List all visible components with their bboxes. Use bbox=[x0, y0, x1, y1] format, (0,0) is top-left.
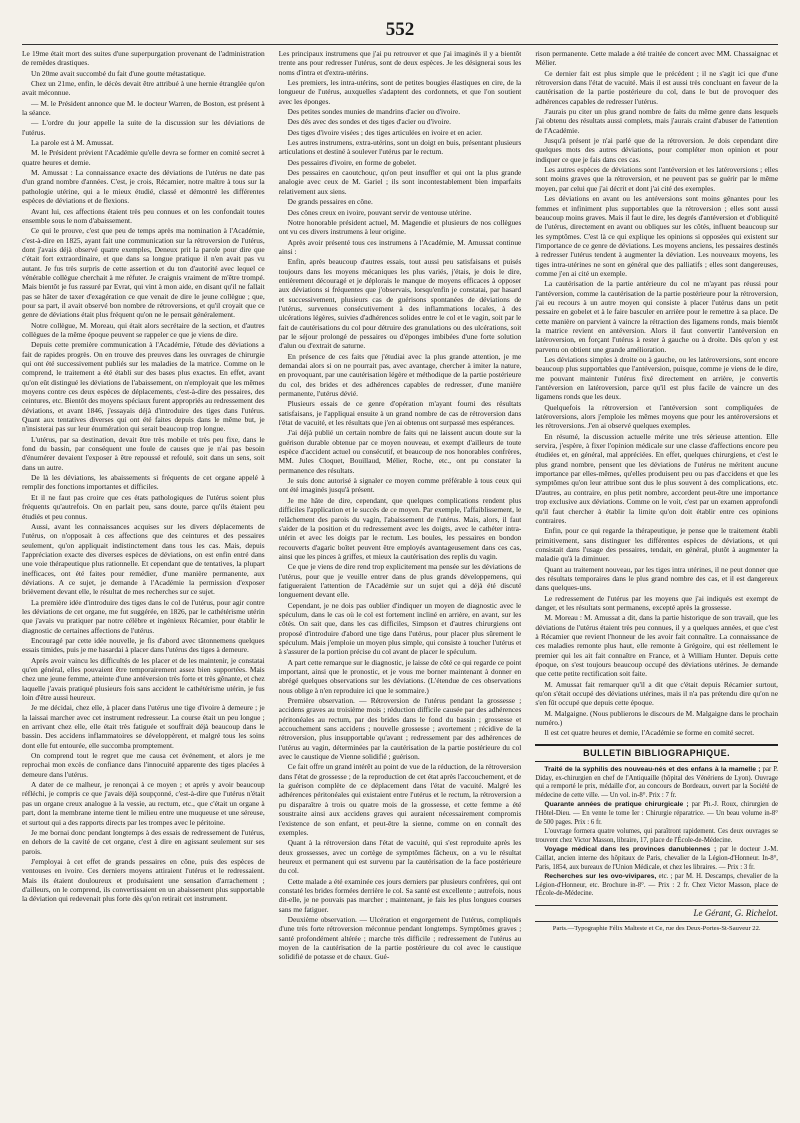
paragraph: Les premiers, les intra-utérins, sont de petites bougies élastiques en cire, de la longueur de l'utérus, auxquelles s'adaptent des cordonnets, et que l'on soutient avec les éponges. bbox=[278, 78, 522, 106]
paragraph: De là les déviations, les abaissements si fréquents de cet organe appelé à remplir des fonctions importantes et difficiles. bbox=[22, 473, 265, 492]
paragraph: Quant au traitement nouveau, par les tiges intra utérines, il ne peut donner que des résultats temporaires dans le plus grand nombre des cas, et il est dangereux dans quelques-uns. bbox=[535, 564, 779, 593]
paragraph: Je me décidai, chez elle, à placer dans l'utérus une tige d'ivoire à demeure ; je la laissai marcher avec cet instrument redresseur. La course était un peu longue ; en arrivant chez elle, elle était très fatiguée et souffrait déjà beaucoup dans le bassin. Des accidens inflammatoires se développèrent, et malgré tous les soins dont elle fut entourée, elle succomba promptement. bbox=[22, 703, 265, 750]
paragraph: Le 19me était mort des suites d'une superpurgation provenant de l'administration de remèdes drastiques. bbox=[22, 49, 265, 68]
paragraph: Les principaux instrumens que j'ai pu retrouver et que j'ai imaginés il y a bientôt trente ans pour redresser l'utérus, sont de deux espèces. Je les désignerai sous les noms d'intra et d'extra-utérins. bbox=[278, 49, 522, 77]
paragraph: Aussi, avant les connaissances acquises sur les divers déplacements de l'utérus, on n'opposait à ces affections que des ceintures et des pessaires seulement, qu'on appliquait indistinctement dans tous les cas. Mais, depuis l'appréciation exacte des diverses espèces de déviations, on est enfin entré dans une voie thérapeutique plus rationnelle. Et cependant que de tentatives, la plupart inefficaces, ont été faites pour remédier, d'une manière permanente, aux déviations. A ce sujet, je demande à l'Académie la permission d'exposer brièvement devant elle, le résultat de mes recherches sur ce sujet. bbox=[22, 521, 265, 597]
paragraph: Des pessaires d'ivoire, en forme de gobelet. bbox=[287, 157, 417, 167]
paragraph: Notre honorable président actuel, M. Magendie et plusieurs de nos collègues ont vu ces divers instrumens à leur origine. bbox=[278, 217, 522, 237]
paragraph: Plusieurs essais de ce genre d'opération m'ayant fourni des résultats satisfaisans, je l'appliquai ensuite à un grand nombre de cas de rétroversion dans l'état de vacuité, et les résultats que j'en ai obtenus ont surpassé mes espérances. bbox=[278, 399, 522, 428]
paragraph: — M. le Président annonce que M. le docteur Warren, de Boston, est présent à la séance. bbox=[22, 98, 265, 118]
bibliography-entry bbox=[535, 828, 778, 845]
paragraph: M. le Président prévient l'Académie qu'elle devra se former en comité secret à quatre heures et demie. bbox=[22, 148, 265, 167]
paragraph: Avant lui, ces affections étaient très peu connues et on les confondait toutes ensemble sous le nom d'abaissement. bbox=[22, 206, 265, 225]
paragraph: Ce que je viens de dire rend trop explicitement ma pensée sur les déviations de l'utérus, pour que je veuille entrer dans de plus grands développemens, qui fatigueraient l'attention de l'Académie sur un sujet qui a déjà été discuté longuement devant elle. bbox=[278, 562, 522, 600]
bibliography-title: Quarante années de pratique chirurgicale ; bbox=[544, 801, 689, 809]
column-left bbox=[22, 49, 265, 1109]
paragraph: Je me hâte de dire, cependant, que quelques complications rendent plus difficiles l'application et le succès de ce moyen. Par exemple, l'affaiblissement, le relâchement des parois du vagin, l'abaissement de l'utérus. Mais, alors, il faut s'aider de la position et du redressement avec les doigts, avec le cathéter intra-utérin et avec les doigts par le rectum. Les boules, les pessaires en bondon recouverts d'agaric boîtet peuvent être employés avantageusement dans ces cas, ainsi que les pinces à griffes, et mieux la cautérisation des replis du vagin. bbox=[278, 495, 522, 561]
bibliography-entry bbox=[535, 766, 778, 800]
paragraph: Ce qui le prouve, c'est que peu de temps après ma nomination à l'Académie, c'est-à-dire en 1825, ayant fait une communication sur la rétroversion de l'utérus, dont j'avais déjà observé quatre exemples, Deneux prit la parole pour dire que c'était fort extraordinaire, et que dans sa longue pratique il n'en avait pas vu autant. Je fus très surpris de cette assertion et du ton d'autorité avec lequel ce vénérable collègue cherchait à me réfuter. Je craignis vraiment de m'être trompé. Mais bientôt je fus rassuré par Evrat, qui vint à mon aide, en disant qu'il ne fallait pas se hâter de taxer d'exagération ce que venait de dire le jeune collègue ; que, pour sa part, il avait observé bon nombre de rétroversions, et qu'il croyait que ce genre de déviations était plus fréquent qu'on ne le pensait généralement. bbox=[22, 226, 265, 320]
bulletin-heading: BULLETIN BIBLIOGRAPHIQUE. bbox=[535, 744, 778, 762]
paragraph: Des petites sondes munies de mandrins d'acier ou d'ivoire. bbox=[287, 107, 461, 117]
paragraph: Les autres espèces de déviations sont l'antéversion et les latéroversions ; elles sont moins graves que la rétroversion, et ne peuvent pas se guérir par le même moyen, par celui que j'ai décrit et dont j'ai cité des exemples. bbox=[535, 165, 779, 193]
bibliography-title: Voyage médical dans les provinces danubiennes ; bbox=[544, 846, 717, 854]
paragraph: En présence de ces faits que j'étudiai avec la plus grande attention, je me demandai alors si on ne pourrait pas, avec avantage, chercher à imiter la nature, en provoquant, par une cautérisation légère et méthodique de la partie postérieure du col, des brides et des adhérences capables de redresser, d'une manière permanente, l'utérus dévié. bbox=[278, 351, 522, 399]
paragraph: L'utérus, par sa destination, devait être très mobile et très peu fixe, dans le fond du bassin, par conséquent une foule de causes que je n'ai pas besoin d'énumérer devaient l'exposer à être repoussé et refoulé, soit dans un sens, soit dans un autre. bbox=[22, 434, 265, 472]
bibliography-title: Recherches sur les ovo-vivipares, bbox=[544, 873, 657, 881]
paragraph: Des cônes creux en ivoire, pouvant servir de ventouse utérine. bbox=[287, 207, 472, 217]
column-right bbox=[535, 49, 778, 1109]
gerant-signature: Le Gérant, G. Richelot. bbox=[535, 905, 778, 918]
paragraph: M. Amussat : La connaissance exacte des déviations de l'utérus ne date pas d'un grand nombre d'années. C'est, je crois, Récamier, notre maître à tous sur la pathologie utérine, qui a le mieux étudié, classé et démontré les différentes espèces de déviations et de flexions. bbox=[22, 168, 265, 206]
paragraph: J'aurais pu citer un plus grand nombre de faits du même genre dans lesquels j'ai obtenu des résultats aussi complets, mais j'aurais craint d'abuser de l'attention de l'Académie. bbox=[535, 107, 779, 135]
header-rule bbox=[22, 44, 778, 45]
paragraph: Première observation. — Rétroversion de l'utérus pendant la grossesse ; accidens graves au troisième mois ; réduction difficile causée par des adhérences péritonéales au rectum, par des brides dans le fond du bassin ; grossesse et accouchement sans accidens ; nouvelle grossesse ; avortement ; récidive de la rétroversion, plus insupportable qu'avant ; redressement par des adhérences de l'utérus au vagin, déterminées par la cautérisation de la partie postérieure du col avec le caustique de Vienne solidifié ; guérison. bbox=[278, 696, 522, 762]
printer-imprint: Paris.—Typographie Félix Malteste et Ce, rue des Deux-Portes-St-Sauveur 22. bbox=[535, 921, 778, 933]
bibliography-body: etc. ; par M. H. Descamps, chevalier de la Légion-d'Honneur, etc. Brochure in-8°. — Prix : 2 fr. Chez Victor Masson, place de l'École-de-Médecine. bbox=[535, 873, 779, 898]
paragraph: Cependant, je ne dois pas oublier d'indiquer un moyen de diagnostic avec le spéculum, dans le cas où le col est fortement incliné en arrière, en avant, sur les côtés. On sait que, dans les cas difficiles, Simpson et d'autres chirurgiens ont proposé d'introduire d'abord une tige dans l'utérus, pour placer plus sûrement le spéculum. Mais j'emploie un moyen plus simple, qui consiste à toucher l'utérus et à s'assurer de la portion précise du col avant de placer le spéculum. bbox=[278, 600, 522, 657]
paragraph: M. Moreau : M. Amussat a dit, dans la partie historique de son travail, que les déviations de l'utérus étaient très peu connues, il y a quelques années, et que c'est à Récamier que revient l'honneur de les avoir fait connaître. La connaissance de ces maladies remonte plus haut, elle remonte à Grégoire, qui est réellement le premier qui les ait fait connaître en France, et à William Hunter. Depuis cette époque, on s'est toujours beaucoup occupé des déviations utérines. Je demande que cette petite rectification soit faite. bbox=[535, 613, 779, 679]
paragraph: Ce dernier fait est plus simple que le précédent ; il ne s'agit ici que d'une rétroversion dans l'état de vacuité. Mais il est aussi très concluant en faveur de la cautérisation de la partie postérieure du col, dans le but de provoquer des adhérences capables de redresser l'utérus. bbox=[535, 68, 779, 106]
paragraph: La parole est à M. Amussat. bbox=[31, 138, 114, 148]
bibliography-entry bbox=[535, 846, 778, 872]
paragraph: Quelquefois la rétroversion et l'antéversion sont compliquées de latéroversions, alors j'emploie les mêmes moyens que pour les antéroversions et les rétroversions. J'en ai observé quelques exemples. bbox=[535, 402, 779, 431]
bibliography-body: par le docteur J.-M. Caillat, ancien interne des hôpitaux de Paris, chevalier de la Légion-d'Honneur. In-8°, Paris, 1854, aux bureaux de l'Union Médicale, et chez les libraires. — Prix : 3 fr. bbox=[535, 846, 779, 871]
page-number: 552 bbox=[385, 19, 415, 40]
paragraph: Enfin, après beaucoup d'autres essais, tout aussi peu satisfaisans et puisés toujours dans les moyens mécaniques les plus variés, j'étais, je dois le dire, entièrement découragé et je déplorais le manque de moyens efficaces à opposer aux déviations si fréquentes que j'observais, lorsqu'enfin je constatai, par hasard et successivement, plusieurs cas de guérisons spontanées de déviations de l'utérus, survenues consécutivement à des inflammations locales, à des ulcérations légères, suivies d'adhérences solides entre le col et le vagin, soit par le fait de cautérisations du col pour détruire des granulations ou des ulcérations, soit par le séjour prolongé de pessaires ou d'éponges imbibées d'une forte solution d'alun ou d'extrait de saturne. bbox=[278, 257, 522, 351]
paragraph: De grands pessaires en cône. bbox=[287, 197, 373, 207]
bibliography-body: L'ouvrage formera quatre volumes, qui paraîtront rapidement. Ces deux ouvrages se trouvent chez Victor Masson, libraire, 17, place de l'École-de-Médecine. bbox=[535, 828, 779, 844]
paragraph: Encouragé par cette idée nouvelle, je fis d'abord avec tâtonnemens quelques essais timides, puis je me hasardai à placer dans l'utérus des tiges à demeure. bbox=[22, 635, 265, 655]
paragraph: Et il ne faut pas croire que ces états pathologiques de l'utérus soient plus fréquents qu'autrefois. On en parlait peu, sans doute, parce qu'ils étaient peu étudiés et peu connus. bbox=[22, 492, 265, 521]
paragraph: La première idée d'introduire des tiges dans le col de l'utérus, pour agir contre les déviations de cet organe, me fut suggérée, en 1826, par le cathétérisme utérin que j'avais vu pratiquer par notre célèbre et ingénieux Récamier, pour établir le diagnostic de certaines affections de l'utérus. bbox=[22, 597, 265, 635]
paragraph: Les autres instrumens, extra-utérins, sont un doigt en buis, présentant plusieurs articulations et destiné à soulever l'utérus par le rectum. bbox=[278, 138, 522, 157]
paragraph: Notre collègue, M. Moreau, qui était alors secrétaire de la section, et d'autres collègues de la même époque peuvent se rappeler ce que je viens de dire. bbox=[22, 320, 265, 339]
paragraph: Jusqu'à présent je n'ai parlé que de la rétroversion. Je dois cependant dire quelques mots des autres déviations, pour compléter mon opinion et pour indiquer ce que je fais dans ces cas. bbox=[535, 136, 779, 164]
paragraph: Il est cet quatre heures et demie, l'Académie se forme en comité secret. bbox=[544, 728, 755, 738]
paragraph: Les déviations en avant ou les antéversions sont moins gênantes pour les femmes et infiniment plus supportables que la rétroversion ; elles sont aussi beaucoup moins graves. Mais il faut le dire, les degrés d'antéversion et d'obliquité de l'utérus, directement en avant ou obliques sur les côtés, influent beaucoup sur les symptômes. C'est là ce qui explique les opinions si opposées qui existent sur l'importance de ce genre de déviations. Les moyens anciens, les pessaires destinés à redresser l'utérus tendent à augmenter la déviation. Les nouveaux moyens, les tiges intra-utérines ne sont en général que des palliatifs ; elles sont dangereuses, comme j'en ai cité un exemple. bbox=[535, 194, 779, 278]
paragraph: M. Amussat fait remarquer qu'il a dit que c'était depuis Récamier surtout, qu'on s'était occupé des déviations utérines, mais il n'a pas prétendu dire qu'on ne s'en fût occupé que depuis cette époque. bbox=[535, 679, 779, 708]
paragraph: J'employai à cet effet de grands pessaires en cône, puis des espèces de ventouses en ivoire. Ces derniers moyens attiraient l'utérus et le redressaient. Mais ils étaient douloureux et produisaient une sensation d'arrachement ; d'ailleurs, on le comprend, ils convertissaient en un abaissement plus supportable la déviation qui redevenait plus forte dès qu'on retirait cet instrument. bbox=[22, 856, 265, 904]
paragraph: Le redressement de l'utérus par les moyens que j'ai indiqués est exempt de danger, et les résultats sont permanens, excepté après la grossesse. bbox=[535, 593, 779, 612]
paragraph: Deuxième observation. — Ulcération et engorgement de l'utérus, compliqués d'une très forte rétroversion méconnue pendant longtemps. Symptômes graves ; santé profondément altérée ; marche très difficile ; redressement de l'utérus au moyen de la cautérisation de la partie postérieure du col avec le caustique solidifié de potasse et de chaux. Gué- bbox=[278, 914, 522, 962]
paragraph: Les déviations simples à droite ou à gauche, ou les latéroversions, sont encore beaucoup plus supportables que l'antéversion, puisque, comme je viens de le dire, me pouvant maintenir l'utérus fixé directement en arrière, je convertis l'antéversion en latéroversion, parce qu'il est plus facile de vaincre un des ligamens ronds que les deux. bbox=[535, 355, 779, 402]
paragraph: En résumé, la discussion actuelle mérite une très sérieuse attention. Elle servira, j'espère, à fixer l'opinion médicale sur une classe d'affections encore peu étudiées et, en général, mal appréciées. En effet, quelques chirurgiens, et c'est le plus grand nombre, pensent que les déviations de l'utérus ne méritent aucune importance par elles-mêmes, qu'elles produisent peu ou pas d'accidens et que les symptômes qu'on leur attribue sont dus le plus souvent à des complications, etc. D'autres, au contraire, en plus petit nombre, accordent peut-être une importance trop exclusive aux déviations. Comme on le voit, c'est par un examen approfondi qu'il faut chercher à établir la limite qu'on doit établir entre ces opinions contraires. bbox=[535, 431, 779, 525]
bibliography-entry bbox=[535, 801, 778, 827]
column-right-body bbox=[535, 49, 778, 738]
bibliography-entry bbox=[535, 873, 778, 899]
bibliography-title: Traité de la syphilis des nouveau-nés et des enfans à la mamelle ; bbox=[544, 766, 761, 774]
paragraph: Depuis cette première communication à l'Académie, l'étude des déviations a fait de rapides progrès. On en trouve des preuves dans les ouvrages de chirurgie qui ont été successivement publiés sur les maladies de la matrice. Comme on le comprend, le traitement a été établi sur des bases plus exactes. En effet, avant qu'on eût distingué les déviations de l'abaissement, on n'employait que les mêmes moyens contre ces deux espèces de déplacements, c'est-à-dire des pessaires, des ceintures, etc. Bientôt des moyens spéciaux furent appropriés au redressement des déviations, et avant 1846, j'essayais déjà d'introduire des tiges dans l'utérus. Quant aux tentatives diverses qui ont été faites depuis dans le même but, je n'insisterai pas sur leur énumération qui serait beaucoup trop longue. bbox=[22, 340, 265, 434]
paragraph: Un 20me avait succombé du fait d'une goutte métastatique. bbox=[31, 68, 206, 78]
paragraph: Je me bornai donc pendant longtemps à des essais de redressement de l'utérus, en dehors de la cavité de cet organe, c'est à dire en agissant seulement sur ses parois. bbox=[22, 827, 265, 856]
paragraph: Chez un 21me, enfin, le décès devait être attribué à une hernie étranglée qu'on avait méconnue. bbox=[22, 79, 265, 98]
paragraph: Après avoir présenté tous ces instrumens à l'Académie, M. Amussat continue ainsi : bbox=[278, 237, 522, 256]
paragraph: Enfin, pour ce qui regarde la thérapeutique, je pense que le traitement établi primitivement, sans distinguer les différentes espèces de déviations, et qui consistait dans l'usage des pessaires, tendait, en général, plutôt à augmenter la maladie qu'à la diminuer. bbox=[535, 526, 779, 564]
column-middle bbox=[279, 49, 522, 1109]
paragraph: Cette malade a été examinée ces jours derniers par plusieurs confrères, qui ont constaté les brides formées derrière le col. Sa santé est excellente ; autrefois, nous dit-elle, je ne pouvais pas marcher ; maintenant, je fais les plus longues courses sans me fatiguer. bbox=[278, 876, 522, 914]
paragraph: A dater de ce malheur, je renonçai à ce moyen ; et après y avoir beaucoup réfléchi, je compris ce que j'avais déjà soupçonné, c'est-à-dire que l'utérus n'était pas un organe creux analogue à la vessie, au rectum, etc., que c'était un organe à part, dont la membrane interne tient le milieu entre une muqueuse et une séreuse, et surtout qui a des rapports directs par les trompes avec le péritoine. bbox=[22, 780, 265, 827]
paragraph: La cautérisation de la partie antérieure du col ne m'ayant pas réussi pour l'antéversion, comme la cautérisation de la partie postérieure pour la rétroversion, j'ai eu recours à un autre moyen qui consiste à placer l'utérus dans un petit pessaire en gobelet et à le faire basculer en arrière pour le remettre à sa place. De cette manière on parvient à vaincre la rétraction des ligamens ronds, mais bientôt la matrice revient en antéversion. Alors il faut convertir l'antéversion en latéroversion, en forçant l'utérus à rester à gauche ou à droite. Dès qu'on y est parvenu on obtient une grande amélioration. bbox=[535, 279, 779, 354]
text-columns bbox=[22, 49, 778, 1109]
paragraph: Je suis donc autorisé à signaler ce moyen comme préférable à tous ceux qui ont été imaginés jusqu'à présent. bbox=[278, 476, 522, 495]
paragraph: rison permanente. Cette malade a été traitée de concert avec MM. Chassaignac et Mélier. bbox=[535, 49, 779, 68]
bibliography-body: par Ph.-J. Roux, chirurgien de l'Hôtel-Dieu. — En vente le tome Ier : Chirurgie réparatrice. — Un beau volume in-8° de 500 pages. Prix : 6 fr. bbox=[535, 801, 779, 826]
paragraph: Des pessaires en caoutchouc, qu'on peut insuffler et qui ont la plus grande analogie avec ceux de M. Gariel ; ils sont incontestablement bien imparfaits relativement aux siens. bbox=[278, 168, 522, 196]
bibliography-body: par P. Diday, ex-chirurgien en chef de l'Antiquaille (hôpital des Vénériens de Lyon). Ouvrage qui a remporté le prix, médaille d'or, au concours de Bordeaux, ouvert par la Société de médecine de cette ville. — Un vol. in-8°. Prix : 7 fr. bbox=[535, 766, 779, 799]
paragraph: Après avoir vaincu les difficultés de les placer et de les maintenir, je constatai qu'en général, elles pouvaient être temporairement assez bien supportées. Mais chez une jeune femme, atteinte d'une antéversion très forte et très gênante, et chez laquelle j'avais pratiqué plusieurs fois sans accident le cathétérisme utérin, je fus loin d'être aussi heureux. bbox=[22, 655, 265, 703]
paragraph: M. Malgaigne. (Nous publierons le discours de M. Malgaigne dans le prochain numéro.) bbox=[535, 708, 779, 728]
paragraph: On comprend tout le regret que me causa cet événement, et alors je me reprochai mon excès de confiance dans l'innocuité apparente des tiges placées à demeure dans l'utérus. bbox=[22, 751, 265, 779]
paragraph: Des dés avec des sondes et des tiges d'acier ou d'ivoire. bbox=[287, 117, 452, 127]
paragraph: — L'ordre du jour appelle la suite de la discussion sur les déviations de l'utérus. bbox=[22, 118, 265, 137]
paragraph: A part cette remarque sur le diagnostic, je laisse de côté ce qui regarde ce point important, ainsi que le pronostic, et je vous me borner maintenant à donner en abrégé quelques observations sur les déviations. (L'étendue de ces observations nous oblige à n'en reproduire ici que le sommaire.) bbox=[278, 657, 522, 695]
paragraph: Des tiges d'ivoire visées ; des tiges articulées en ivoire et en acier. bbox=[287, 127, 483, 137]
paragraph: Ce fait offre un grand intérêt au point de vue de la réduction, de la rétroversion dans l'état de grossesse ; de la reproduction de cet état après l'accouchement, et de la guérison complète de ce déplacement dans l'état de vacuité. Malgré les adhérences péritonéales qui existaient entre l'utérus et le rectum, la rétroversion a pu disparaître à trois ou quatre mois de la grossesse, et cette femme a été soustraite ainsi aux accidens graves qui auraient nécessairement compromis l'existence de son enfant, et peut-être la sienne, comme on en connaît des exemples. bbox=[278, 762, 522, 837]
bulletin-entries bbox=[535, 766, 778, 899]
paragraph: J'ai déjà publié un certain nombre de faits qui ne laissent aucun doute sur la guérison durable obtenue par ce moyen nouveau, et exempt d'ailleurs de toute espèce d'accident actuel ou consécutif, et beaucoup de nos honorables confrères, MM. Jules Cloquet, Bouillaud, Mélier, Roche, etc., ont pu constater la permanence des résultats. bbox=[278, 428, 522, 475]
paragraph: Quant à la rétroversion dans l'état de vacuité, qui s'est reproduite après les deux grossesses, avec un cortège de symptômes fâcheux, on a vu le résultat heureux et permanent qui est survenu par la cautérisation de la face postérieure du col. bbox=[278, 838, 522, 876]
